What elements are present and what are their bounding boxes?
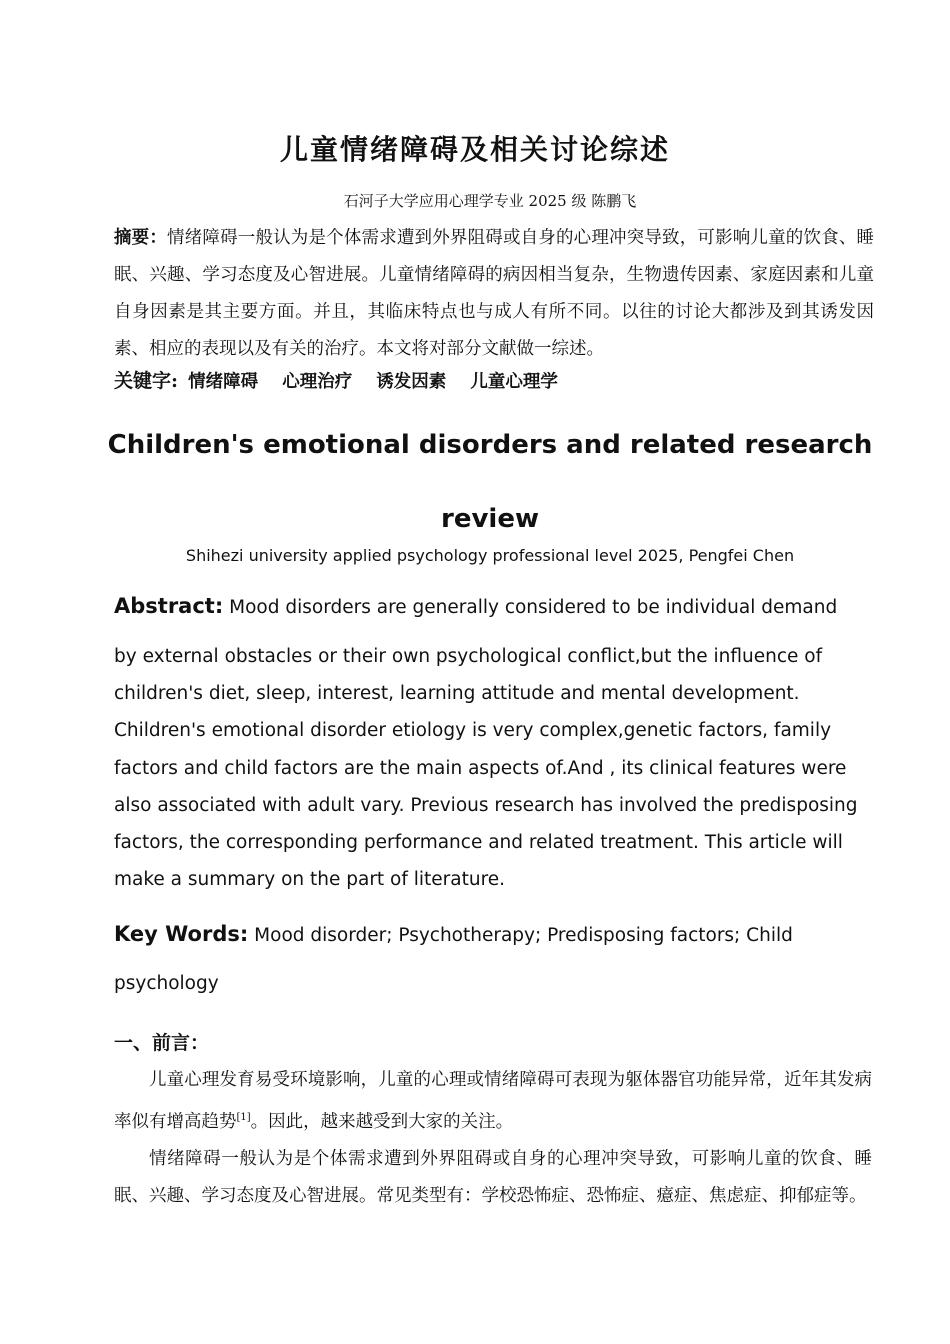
english-abstract-first-line xyxy=(114,588,884,626)
chinese-abstract xyxy=(114,220,874,368)
section-body xyxy=(114,1062,872,1215)
english-abstract-text: by external obstacles or their own psychological conflict,but the influence of children's diet, sleep, interest, learning attitude and mental development. Children's emotional disorder etiology is very complex,genetic factors, family factors and child factors are the main aspects of.And , its clinical features were also associated with adult vary. Previous research has involved the predisposing factors, the corresponding performance and related treatment. This article will make a summary on the part of literature. xyxy=(114,646,858,891)
english-abstract-first: Mood disorders are generally considered to be individual demand xyxy=(229,597,838,618)
english-title: Children's emotional disorders and related research review xyxy=(107,430,873,534)
chinese-abstract-text: 情绪障碍一般认为是个体需求遭到外界阻碍或自身的心理冲突导致，可影响儿童的饮食、睡眠、兴趣、学习态度及心智进展。儿童情绪障碍的病因相当复杂，生物遗传因素、家庭因素和儿童自身因素是其主要方面。并且，其临床特点也与成人有所不同。以往的讨论大都涉及到其诱发因素、相应的表现以及有关的治疗。本文将对部分文献做一综述。 xyxy=(114,228,875,359)
english-keywords xyxy=(114,910,884,1008)
paragraph: 情绪障碍一般认为是个体需求遭到外界阻碍或自身的心理冲突导致，可影响儿童的饮食、睡眠、兴趣、学习态度及心智进展。常见类型有：学校恐怖症、恐怖症、癔症、焦虑症、抑郁症等。 xyxy=(114,1148,872,1206)
paragraph-text: 。因此，越来越受到大家的关注。 xyxy=(250,1111,514,1132)
chinese-keyword: 儿童心理学 xyxy=(470,372,558,392)
chinese-keyword: 心理治疗 xyxy=(282,372,353,392)
chinese-author-line: 石河子大学应用心理学专业 2025 级 陈鹏飞 xyxy=(343,192,637,210)
paragraph-text: 儿童心理发育易受环境影响，儿童的心理或情绪障碍可表现为躯体器官功能异常，近年其发病率似有增高趋势 xyxy=(114,1070,872,1132)
chinese-title: 儿童情绪障碍及相关讨论综述 xyxy=(279,133,670,166)
citation-ref[interactable]: [1] xyxy=(236,1112,251,1123)
section-heading: 一、前言： xyxy=(114,1032,210,1054)
english-keywords-label: Key Words: xyxy=(114,922,249,946)
chinese-keywords xyxy=(114,366,874,393)
paragraph xyxy=(114,1062,872,1141)
chinese-keywords-label: 关键字: xyxy=(114,370,179,392)
chinese-abstract-label: 摘要： xyxy=(114,228,168,248)
chinese-keyword: 诱发因素 xyxy=(376,372,447,392)
english-keywords-text: Mood disorder; Psychotherapy; Predisposing factors; Child psychology xyxy=(114,925,793,994)
english-author-line: Shihezi university applied psychology professional level 2025, Pengfei Chen xyxy=(185,546,795,565)
english-abstract xyxy=(114,588,884,898)
english-abstract-label: Abstract: xyxy=(114,594,224,618)
chinese-keyword: 情绪障碍 xyxy=(188,372,259,392)
